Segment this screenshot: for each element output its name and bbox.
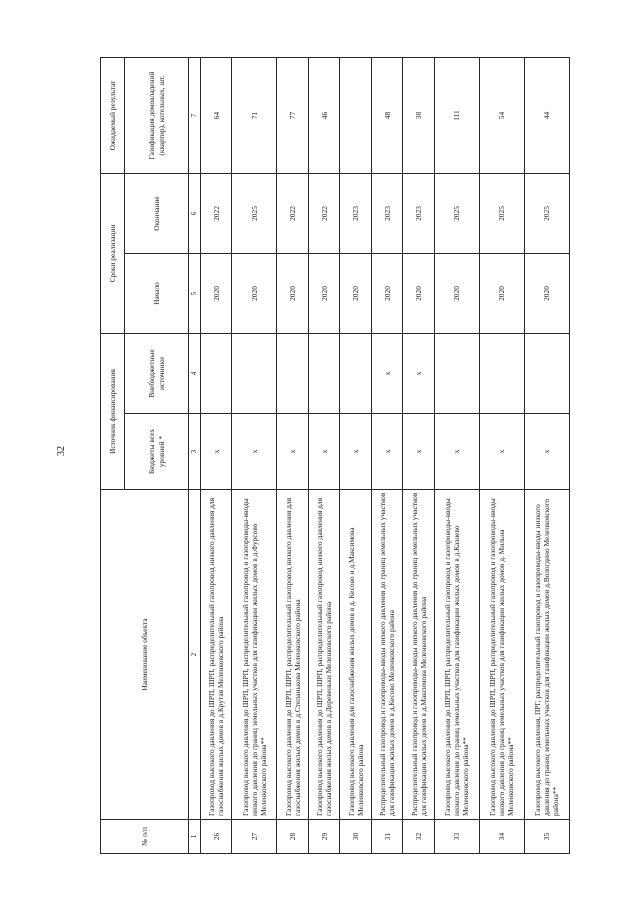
object-name: Газопровод высокого давления до ШРП, ШРП, распределительный газопровод низкого давления для газоснабжения жилых домов в д.Деревеньки Меленковского района xyxy=(308,490,339,820)
header-num: № п/п xyxy=(101,820,189,854)
row-number: 33 xyxy=(434,820,479,854)
column-number: 1 xyxy=(189,820,201,854)
offbudget-mark xyxy=(277,334,308,414)
row-number: 35 xyxy=(524,820,569,854)
end-year: 2023 xyxy=(340,174,371,254)
table-row xyxy=(524,58,569,854)
offbudget-mark xyxy=(434,334,479,414)
table-row xyxy=(201,58,232,854)
table-row xyxy=(232,58,277,854)
table-row xyxy=(277,58,308,854)
budget-mark: x xyxy=(201,414,232,490)
object-name: Газопровод высокого давления до ШРП, ШРП, распределительный газопровод и газопроводы-вводы низкого давления до границ земельных участков для газификации жилых домов д. Мильна Меленковского района** xyxy=(479,490,524,820)
object-name: Газопровод высокого давления для газоснабжения жилых домов в д. Кесово и д.Максимова Меленковского района xyxy=(340,490,371,820)
row-number: 29 xyxy=(308,820,339,854)
budget-mark: x xyxy=(308,414,339,490)
end-year: 2025 xyxy=(524,174,569,254)
budget-mark: x xyxy=(403,414,434,490)
header-end: Окончание xyxy=(125,174,189,254)
result-count: 54 xyxy=(479,58,524,174)
start-year: 2020 xyxy=(201,254,232,334)
row-number: 28 xyxy=(277,820,308,854)
end-year: 2025 xyxy=(479,174,524,254)
budget-mark: x xyxy=(232,414,277,490)
table-row xyxy=(434,58,479,854)
offbudget-mark xyxy=(340,334,371,414)
offbudget-mark xyxy=(232,334,277,414)
start-year: 2020 xyxy=(232,254,277,334)
object-name: Газопровод высокого давления до ШРП, ШРП, распределительный газопровод низкого давления для газоснабжения жилых домов в д.Степанькова Меленковского района xyxy=(277,490,308,820)
header-period: Сроки реализации xyxy=(101,174,125,334)
object-name: Газопровод высокого давления до ШРП, ШРП, распределительный газопровод низкого давления для газоснабжения жилых домов в д.Крутая Меленковского района xyxy=(201,490,232,820)
end-year: 2022 xyxy=(308,174,339,254)
objects-table xyxy=(100,57,570,854)
result-count: 48 xyxy=(371,58,402,174)
column-number: 4 xyxy=(189,334,201,414)
column-number: 2 xyxy=(189,490,201,820)
header-gas: Газификация домовладений (квартир), котельных, шт. xyxy=(125,58,189,174)
header-name: Наименование объекта xyxy=(101,490,189,820)
result-count: 38 xyxy=(403,58,434,174)
offbudget-mark: x xyxy=(403,334,434,414)
start-year: 2020 xyxy=(434,254,479,334)
end-year: 2023 xyxy=(371,174,402,254)
header-funding: Источник финансирования xyxy=(101,334,125,490)
row-number: 31 xyxy=(371,820,402,854)
offbudget-mark: x xyxy=(371,334,402,414)
object-name: Распределительный газопровод и газопроводы-вводы низкого давления до границ земельных участков для газификации жилых домов в д.Максимова Меленковского района xyxy=(403,490,434,820)
object-name: Газопровод высокого давления до ШРП, ШРП, распределительный газопровод и газопроводы-вводы низкого давления до границ земельных участков для газификации жилых домов в д.Фурсово Меленковского района** xyxy=(232,490,277,820)
row-number: 26 xyxy=(201,820,232,854)
end-year: 2022 xyxy=(277,174,308,254)
header-budget: Бюджеты всех уровней * xyxy=(125,414,189,490)
end-year: 2022 xyxy=(201,174,232,254)
column-number: 5 xyxy=(189,254,201,334)
result-count: 44 xyxy=(524,58,569,174)
table-row xyxy=(479,58,524,854)
table-row xyxy=(340,58,371,854)
offbudget-mark xyxy=(201,334,232,414)
start-year: 2020 xyxy=(340,254,371,334)
budget-mark: x xyxy=(479,414,524,490)
end-year: 2025 xyxy=(232,174,277,254)
budget-mark: x xyxy=(340,414,371,490)
column-number: 7 xyxy=(189,58,201,174)
budget-mark: x xyxy=(371,414,402,490)
budget-mark: x xyxy=(434,414,479,490)
end-year: 2023 xyxy=(403,174,434,254)
start-year: 2020 xyxy=(479,254,524,334)
rotated-table-wrapper xyxy=(100,58,570,854)
start-year: 2020 xyxy=(371,254,402,334)
start-year: 2020 xyxy=(308,254,339,334)
end-year: 2025 xyxy=(434,174,479,254)
start-year: 2020 xyxy=(403,254,434,334)
column-number: 3 xyxy=(189,414,201,490)
page-number: 32 xyxy=(56,446,67,456)
table-row xyxy=(371,58,402,854)
offbudget-mark xyxy=(524,334,569,414)
result-count: 46 xyxy=(308,58,339,174)
object-name: Распределительный газопровод и газопроводы-вводы низкого давления до границ земельных участков для газификации жилых домов в д.Кесово Меленковского района xyxy=(371,490,402,820)
result-count: 111 xyxy=(434,58,479,174)
row-number: 32 xyxy=(403,820,434,854)
start-year: 2020 xyxy=(277,254,308,334)
offbudget-mark xyxy=(308,334,339,414)
start-year: 2020 xyxy=(524,254,569,334)
result-count xyxy=(340,58,371,174)
object-name: Газопровод высокого давления, ПРГ, распределительный газопровод и газопроводы-вводы низкого давления до границ земельных участков для газификации жилых домов д.Вологдино Меленковского района** xyxy=(524,490,569,820)
result-count: 77 xyxy=(277,58,308,174)
column-number: 6 xyxy=(189,174,201,254)
table-row xyxy=(403,58,434,854)
budget-mark: x xyxy=(277,414,308,490)
header-start: Начало xyxy=(125,254,189,334)
header-offbudget: Внебюджетные источники xyxy=(125,334,189,414)
object-name: Газопровод высокого давления до ШРП, ШРП, распределительный газопровод и газопроводы-вводы низкого давления до границ земельных участков для газификации жилых домов в д.Казнево Меленковского района** xyxy=(434,490,479,820)
row-number: 30 xyxy=(340,820,371,854)
table-row xyxy=(308,58,339,854)
row-number: 34 xyxy=(479,820,524,854)
result-count: 71 xyxy=(232,58,277,174)
offbudget-mark xyxy=(479,334,524,414)
budget-mark: x xyxy=(524,414,569,490)
result-count: 64 xyxy=(201,58,232,174)
row-number: 27 xyxy=(232,820,277,854)
header-expected: Ожидаемый результат xyxy=(101,58,125,174)
